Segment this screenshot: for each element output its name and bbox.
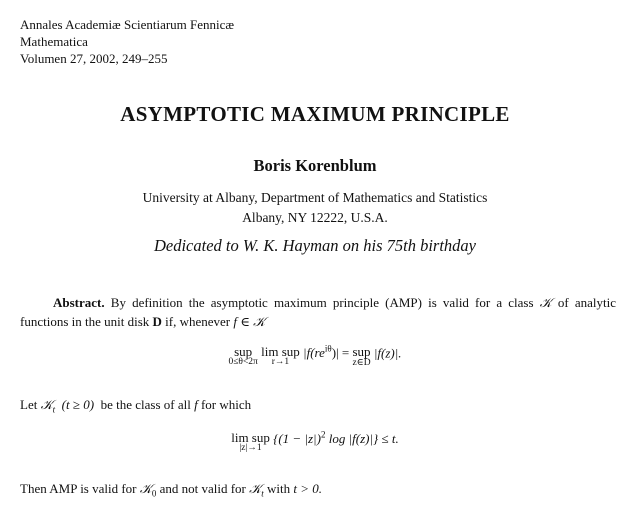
abstract-text-1: By definition the asymptotic maximum principle (AMP) is valid for a class	[104, 295, 540, 310]
author-name: Boris Korenblum	[253, 156, 377, 175]
definition-paragraph: Let 𝒦$_t$ (t ≥ 0) be the class of all f for which	[20, 397, 252, 415]
formula1-body: $|f(re^{i\theta})|$ =	[303, 344, 353, 361]
abstract-condition: f ∈ 𝒦	[233, 314, 266, 329]
abstract-text-3: if, whenever	[161, 314, 234, 329]
formula2-body: {$(1 - |z|)^2$ log |f(z)|} ≤ t.	[273, 430, 399, 447]
journal-name: Annales Academiæ Scientiarum Fennicæ	[20, 17, 235, 32]
paper-title: ASYMPTOTIC MAXIMUM PRINCIPLE	[120, 102, 510, 126]
abstract-paragraph	[20, 294, 616, 331]
conclusion-paragraph: Then AMP is valid for 𝒦$_0$ and not valid for 𝒦$_t$ with t > 0.	[20, 481, 322, 499]
sup-operator-2: sup z∈D	[352, 344, 371, 368]
disk-symbol: D	[152, 314, 162, 329]
formula1-tail: |f(z)|.	[373, 345, 402, 361]
abstract-label: Abstract.	[53, 295, 105, 310]
class-symbol: 𝒦	[539, 296, 552, 311]
formula-amp	[0, 344, 630, 368]
affiliation-line-1: University at Albany, Department of Mathematics and Statistics	[142, 190, 488, 205]
abstract-text-2: of analytic functions in the unit disk	[20, 295, 616, 329]
formula-growth	[0, 430, 630, 453]
journal-header	[20, 16, 234, 67]
journal-series: Mathematica	[20, 34, 88, 49]
limsup-operator-2: lim sup |z|→1	[231, 430, 270, 453]
affiliation-line-2: Albany, NY 12222, U.S.A.	[242, 210, 388, 225]
sup-operator-1: sup 0≤θ<2π	[228, 344, 258, 367]
limsup-operator-1: lim sup r→1	[261, 344, 300, 367]
affiliation	[0, 188, 630, 228]
class-kt-symbol: 𝒦	[40, 398, 53, 413]
dedication: Dedicated to W. K. Hayman on his 75th birthday	[153, 236, 477, 255]
journal-volume: Volumen 27, 2002, 249–255	[20, 51, 168, 66]
